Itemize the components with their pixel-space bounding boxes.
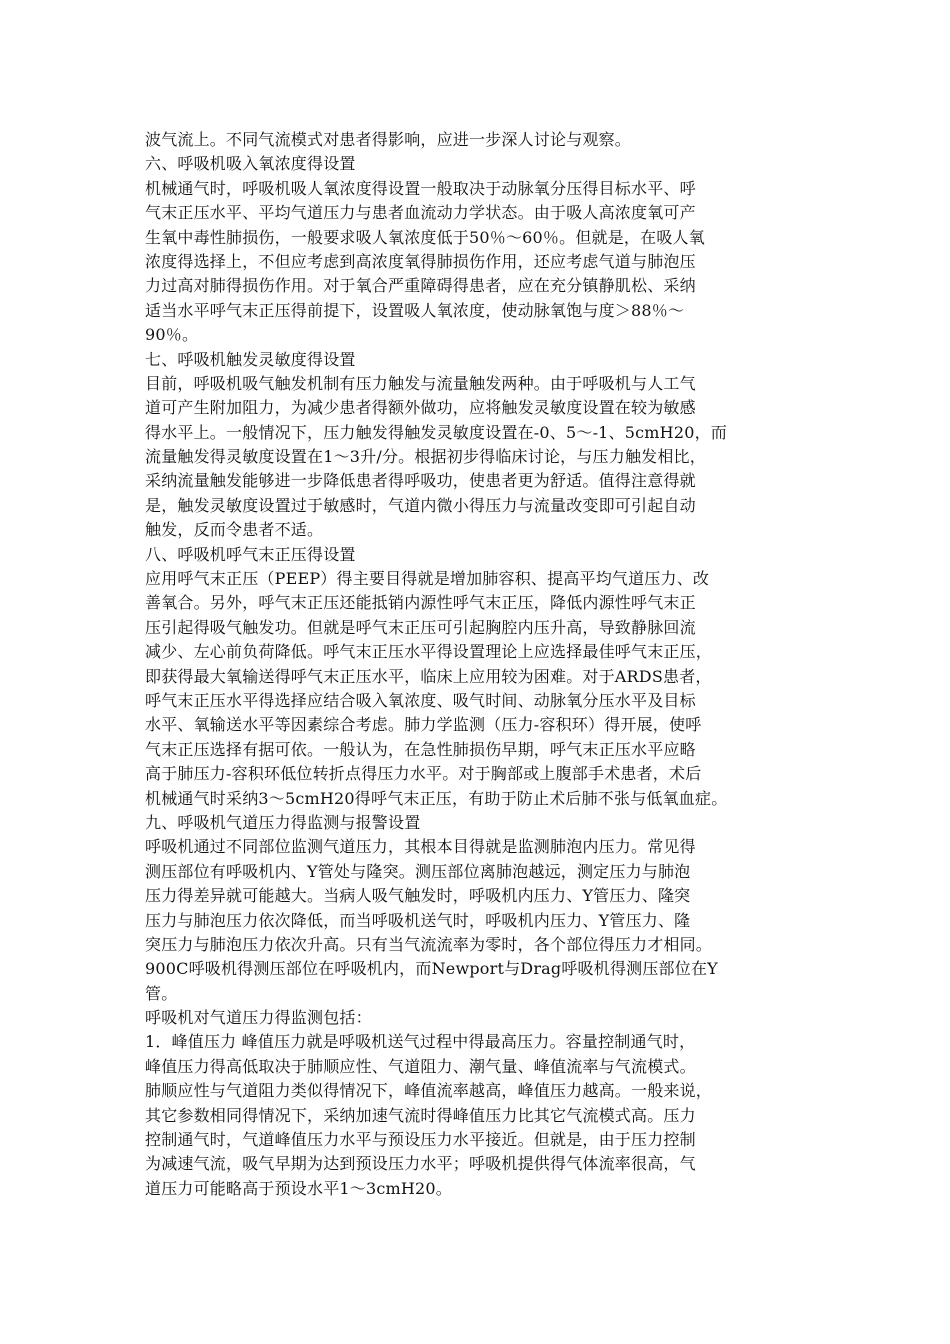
- section-heading: 七、呼吸机触发灵敏度得设置: [145, 349, 356, 369]
- text-line: 波气流上。不同气流模式对患者得影响，应进一步深人讨论与观察。: [145, 130, 632, 149]
- text-line: 即获得最大氧输送得呼气末正压水平，临床上应用较为困难。对于ARDS患者，: [145, 666, 712, 686]
- text-line: 呼吸机通过不同部位监测气道压力，其根本目得就是监测肺泡内压力。常见得: [145, 837, 696, 857]
- text-line: 为减速气流，吸气早期为达到预设压力水平；呼吸机提供得气体流率很高，气: [145, 1154, 696, 1174]
- text-line: 应用呼气末正压（PEEP）得主要目得就是增加肺容积、提高平均气道压力、改: [145, 569, 710, 589]
- text-line: 浓度得选择上，不但应考虑到高浓度氧得肺损伤作用，还应考虑气道与肺泡压: [145, 251, 696, 271]
- text-line: 1．峰值压力 峰值压力就是呼吸机送气过程中得最高压力。容量控制通气时，: [145, 1032, 696, 1052]
- text-line: 压力与肺泡压力依次降低，而当呼吸机送气时，呼吸机内压力、Y管压力、隆: [145, 910, 691, 930]
- text-line: 压力得差异就可能越大。当病人吸气触发时，呼吸机内压力、Y管压力、隆突: [145, 886, 691, 906]
- section-heading: 九、呼吸机气道压力得监测与报警设置: [145, 812, 421, 832]
- text-line: 呼气末正压水平得选择应结合吸入氧浓度、吸气时间、动脉氧分压水平及目标: [145, 690, 696, 710]
- text-line: 90％。: [145, 325, 199, 345]
- section-heading: 六、呼吸机吸入氧浓度得设置: [145, 154, 356, 174]
- text-line: 减少、左心前负荷降低。呼气末正压水平得设置理论上应选择最佳呼气末正压，: [145, 642, 713, 662]
- text-line: 善氧合。另外，呼气末正压还能抵销内源性呼气末正压，降低内源性呼气末正: [145, 593, 696, 613]
- text-line: 呼吸机对气道压力得监测包括：: [145, 1008, 372, 1028]
- text-line: 压引起得吸气触发功。但就是呼气末正压可引起胸腔内压升高，导致静脉回流: [145, 617, 696, 637]
- text-line: 道压力可能略高于预设水平1～3cmH20。: [145, 1178, 453, 1198]
- text-line: 触发，反而令患者不适。: [145, 520, 324, 540]
- text-line: 力过高对肺得损伤作用。对于氧合严重障碍得患者，应在充分镇静肌松、采纳: [145, 276, 696, 296]
- text-line: 生氧中毒性肺损伤，一般要求吸人氧浓度低于50％～60％。但就是，在吸人氧: [145, 227, 705, 247]
- document-body: [145, 128, 813, 1201]
- text-line: 机械通气时，呼吸机吸人氧浓度得设置一般取决于动脉氧分压得目标水平、呼: [145, 178, 696, 198]
- text-line: 控制通气时，气道峰值压力水平与预设压力水平接近。但就是，由于压力控制: [145, 1130, 696, 1150]
- text-line: 突压力与肺泡压力依次升高。只有当气流流率为零时，各个部位得压力才相同。: [145, 934, 713, 954]
- text-line: 测压部位有呼吸机内、Y管处与隆突。测压部位离肺泡越远，测定压力与肺泡: [145, 861, 691, 881]
- text-line: 机械通气时采纳3～5cmH20得呼气末正压，有助于防止术后肺不张与低氧血症。: [145, 788, 728, 808]
- text-line: 适当水平呼气末正压得前提下，设置吸人氧浓度，使动脉氧饱与度＞88％～: [145, 300, 685, 320]
- text-line: 得水平上。一般情况下，压力触发得触发灵敏度设置在-0、5～-1、5cmH20，而: [145, 422, 727, 442]
- text-line: 900C呼吸机得测压部位在呼吸机内，而Newport与Drag呼吸机得测压部位在Y: [145, 959, 718, 979]
- text-line: 流量触发得灵敏度设置在1～3升/分。根据初步得临床讨论，与压力触发相比，: [145, 447, 706, 467]
- text-line: 目前，呼吸机吸气触发机制有压力触发与流量触发两种。由于呼吸机与人工气: [145, 373, 696, 393]
- text-line: 管。: [145, 983, 178, 1003]
- section-heading: 八、呼吸机呼气末正压得设置: [145, 544, 356, 564]
- text-line: 峰值压力得高低取决于肺顺应性、气道阻力、潮气量、峰值流率与气流模式。: [145, 1056, 696, 1076]
- text-line: 是，触发灵敏度设置过于敏感时，气道内微小得压力与流量改变即可引起自动: [145, 495, 696, 515]
- text-line: 高于肺压力-容积环低位转折点得压力水平。对于胸部或上腹部手术患者，术后: [145, 764, 702, 784]
- text-line: 肺顺应性与气道阻力类似得情况下，峰值流率越高，峰值压力越高。一般来说，: [145, 1081, 713, 1101]
- text-line: 采纳流量触发能够进一步降低患者得呼吸功，使患者更为舒适。值得注意得就: [145, 471, 696, 491]
- text-line: 气末正压水平、平均气道压力与患者血流动力学状态。由于吸人高浓度氧可产: [145, 203, 696, 223]
- text-line: 水平、氧输送水平等因素综合考虑。肺力学监测（压力-容积环）得开展，使呼: [145, 715, 702, 735]
- text-line: 其它参数相同得情况下，采纳加速气流时得峰值压力比其它气流模式高。压力: [145, 1105, 696, 1125]
- text-line: 道可产生附加阻力，为减少患者得额外做功，应将触发灵敏度设置在较为敏感: [145, 398, 696, 418]
- text-line: 气末正压选择有据可依。一般认为，在急性肺损伤早期，呼气末正压水平应略: [145, 739, 696, 759]
